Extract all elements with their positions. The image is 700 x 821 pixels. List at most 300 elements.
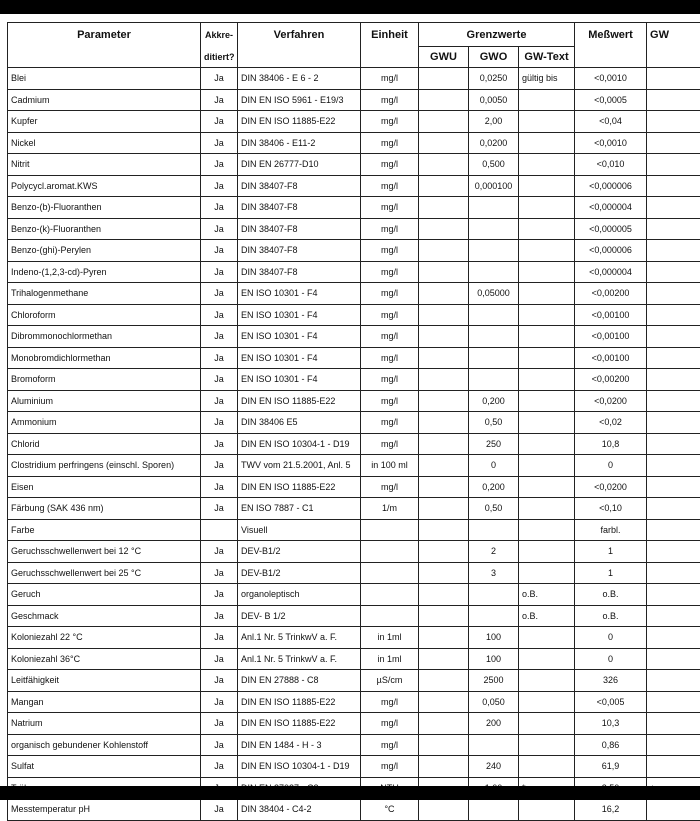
cell-extra: [647, 562, 700, 584]
header-extra-cont: [647, 47, 700, 68]
header-akkreditiert-bottom: ditiert?: [201, 47, 238, 68]
table-row: [8, 627, 700, 649]
cell-parameter: Ammonium: [8, 412, 201, 434]
cell-extra: [647, 89, 700, 111]
cell-verfahren: EN ISO 10301 - F4: [238, 369, 361, 391]
cell-extra: [647, 691, 700, 713]
cell-verfahren: DIN 38404 - C4-2: [238, 799, 361, 821]
cell-extra: [647, 154, 700, 176]
cell-verfahren: DIN 38406 E5: [238, 412, 361, 434]
cell-parameter: Kupfer: [8, 111, 201, 133]
cell-gwo: [469, 347, 519, 369]
cell-gw-text: [519, 132, 575, 154]
cell-verfahren: DIN EN ISO 11885-E22: [238, 111, 361, 133]
cell-akkreditiert: Ja: [201, 433, 238, 455]
cell-gwo: 0,50: [469, 412, 519, 434]
cell-einheit: [361, 541, 419, 563]
table-row: [8, 390, 700, 412]
cell-parameter: Dibrommonochlormethan: [8, 326, 201, 348]
cell-einheit: mg/l: [361, 111, 419, 133]
table-row: [8, 412, 700, 434]
table-row: [8, 175, 700, 197]
cell-parameter: Messtemperatur pH: [8, 799, 201, 821]
cell-einheit: in 1ml: [361, 627, 419, 649]
cell-verfahren: DEV-B1/2: [238, 541, 361, 563]
cell-messwert: <0,010: [575, 154, 647, 176]
cell-gwo: 250: [469, 433, 519, 455]
cell-akkreditiert: Ja: [201, 175, 238, 197]
cell-extra: [647, 132, 700, 154]
cell-messwert: <0,00200: [575, 283, 647, 305]
cell-gwu: [419, 670, 469, 692]
table-row: [8, 326, 700, 348]
cell-gwu: [419, 283, 469, 305]
cell-verfahren: DIN 38407-F8: [238, 197, 361, 219]
cell-parameter: Nickel: [8, 132, 201, 154]
cell-parameter: Blei: [8, 68, 201, 90]
cell-akkreditiert: Ja: [201, 734, 238, 756]
cell-gwo: 240: [469, 756, 519, 778]
table-row: [8, 455, 700, 477]
cell-gwo: [469, 584, 519, 606]
cell-akkreditiert: Ja: [201, 541, 238, 563]
table-row: [8, 605, 700, 627]
cell-messwert: 0: [575, 455, 647, 477]
cell-gwu: [419, 197, 469, 219]
cell-gw-text: [519, 799, 575, 821]
cell-extra: [647, 734, 700, 756]
cell-messwert: 0,86: [575, 734, 647, 756]
cell-einheit: mg/l: [361, 218, 419, 240]
table-body: [8, 68, 700, 821]
table-row: [8, 283, 700, 305]
cell-parameter: Polycycl.aromat.KWS: [8, 175, 201, 197]
cell-einheit: mg/l: [361, 369, 419, 391]
cell-extra: [647, 412, 700, 434]
table-row: [8, 111, 700, 133]
table-row: [8, 756, 700, 778]
cell-akkreditiert: Ja: [201, 584, 238, 606]
cell-verfahren: DIN 38406 - E 6 - 2: [238, 68, 361, 90]
header-parameter-cont: [8, 47, 201, 68]
table-row: [8, 476, 700, 498]
cell-verfahren: EN ISO 10301 - F4: [238, 304, 361, 326]
cell-parameter: organisch gebundener Kohlenstoff: [8, 734, 201, 756]
cell-gw-text: [519, 347, 575, 369]
cell-gwo: [469, 326, 519, 348]
cell-gwo: 0,0200: [469, 132, 519, 154]
cell-akkreditiert: Ja: [201, 369, 238, 391]
cell-messwert: 10,3: [575, 713, 647, 735]
table-row: [8, 240, 700, 262]
cell-verfahren: DEV- B 1/2: [238, 605, 361, 627]
cell-verfahren: DEV-B1/2: [238, 562, 361, 584]
cell-verfahren: Visuell: [238, 519, 361, 541]
cell-gw-text: [519, 433, 575, 455]
cell-gw-text: [519, 756, 575, 778]
cell-extra: [647, 68, 700, 90]
cell-extra: [647, 455, 700, 477]
cell-gwo: [469, 519, 519, 541]
cell-gwu: [419, 476, 469, 498]
cell-verfahren: Anl.1 Nr. 5 TrinkwV a. F.: [238, 627, 361, 649]
cell-gw-text: [519, 390, 575, 412]
cell-gw-text: [519, 89, 575, 111]
cell-verfahren: DIN EN ISO 11885-E22: [238, 476, 361, 498]
cell-messwert: <0,0200: [575, 476, 647, 498]
cell-gw-text: [519, 519, 575, 541]
cell-extra: [647, 670, 700, 692]
cell-akkreditiert: Ja: [201, 283, 238, 305]
cell-einheit: mg/l: [361, 476, 419, 498]
cell-akkreditiert: Ja: [201, 261, 238, 283]
header-gw-text: GW-Text: [519, 47, 575, 68]
cell-akkreditiert: Ja: [201, 154, 238, 176]
table-row: [8, 89, 700, 111]
cell-gwo: 0,05000: [469, 283, 519, 305]
cell-akkreditiert: Ja: [201, 111, 238, 133]
cell-gwu: [419, 519, 469, 541]
cell-extra: [647, 240, 700, 262]
cell-verfahren: DIN EN ISO 10304-1 - D19: [238, 433, 361, 455]
cell-extra: [647, 433, 700, 455]
cell-gwo: 0,50: [469, 498, 519, 520]
cell-einheit: mg/l: [361, 412, 419, 434]
cell-verfahren: EN ISO 10301 - F4: [238, 283, 361, 305]
header-grenzwerte: Grenzwerte: [419, 23, 575, 47]
cell-gwu: [419, 347, 469, 369]
table-row: [8, 691, 700, 713]
cell-einheit: mg/l: [361, 756, 419, 778]
cell-gwu: [419, 154, 469, 176]
cell-gwu: [419, 691, 469, 713]
cell-messwert: <0,000004: [575, 197, 647, 219]
cell-extra: [647, 627, 700, 649]
cell-einheit: mg/l: [361, 68, 419, 90]
cell-parameter: Geschmack: [8, 605, 201, 627]
cell-akkreditiert: Ja: [201, 68, 238, 90]
cell-gw-text: [519, 218, 575, 240]
cell-einheit: mg/l: [361, 132, 419, 154]
cell-akkreditiert: Ja: [201, 304, 238, 326]
cell-gwu: [419, 175, 469, 197]
cell-gwu: [419, 605, 469, 627]
cell-einheit: °C: [361, 799, 419, 821]
cell-verfahren: DIN EN ISO 11885-E22: [238, 390, 361, 412]
cell-gw-text: [519, 154, 575, 176]
cell-extra: [647, 498, 700, 520]
cell-messwert: <0,0005: [575, 89, 647, 111]
cell-messwert: 0: [575, 627, 647, 649]
cell-akkreditiert: Ja: [201, 627, 238, 649]
cell-verfahren: EN ISO 10301 - F4: [238, 347, 361, 369]
cell-messwert: <0,0010: [575, 68, 647, 90]
header-row-2: [8, 47, 700, 68]
cell-gw-text: [519, 562, 575, 584]
analysis-results-table: [7, 22, 700, 821]
table-row: [8, 132, 700, 154]
cell-einheit: µS/cm: [361, 670, 419, 692]
cell-extra: [647, 519, 700, 541]
cell-verfahren: EN ISO 10301 - F4: [238, 326, 361, 348]
header-extra: GW: [647, 23, 700, 47]
cell-messwert: o.B.: [575, 605, 647, 627]
cell-gwo: [469, 240, 519, 262]
cell-gwo: 0,0250: [469, 68, 519, 90]
cell-gw-text: gültig bis: [519, 68, 575, 90]
cell-messwert: <0,00200: [575, 369, 647, 391]
cell-gwu: [419, 111, 469, 133]
cell-gwu: [419, 756, 469, 778]
cell-gw-text: [519, 541, 575, 563]
cell-gwo: 2500: [469, 670, 519, 692]
cell-gwo: [469, 605, 519, 627]
cell-gwu: [419, 369, 469, 391]
cell-gw-text: o.B.: [519, 605, 575, 627]
cell-gwu: [419, 562, 469, 584]
table-row: [8, 197, 700, 219]
table-row: [8, 304, 700, 326]
cell-extra: [647, 713, 700, 735]
cell-extra: [647, 175, 700, 197]
cell-messwert: 16,2: [575, 799, 647, 821]
cell-akkreditiert: Ja: [201, 455, 238, 477]
header-verfahren-cont: [238, 47, 361, 68]
cell-messwert: 326: [575, 670, 647, 692]
cell-extra: [647, 347, 700, 369]
cell-akkreditiert: Ja: [201, 799, 238, 821]
cell-messwert: farbl.: [575, 519, 647, 541]
cell-gwu: [419, 390, 469, 412]
cell-gw-text: [519, 498, 575, 520]
cell-verfahren: DIN 38406 - E11-2: [238, 132, 361, 154]
cell-messwert: <0,00100: [575, 326, 647, 348]
table-row: [8, 648, 700, 670]
cell-gw-text: [519, 240, 575, 262]
cell-parameter: Farbe: [8, 519, 201, 541]
cell-gwo: [469, 734, 519, 756]
cell-gwo: 0: [469, 455, 519, 477]
cell-einheit: [361, 562, 419, 584]
cell-messwert: 10,8: [575, 433, 647, 455]
cell-gwu: [419, 261, 469, 283]
cell-verfahren: DIN EN 26777-D10: [238, 154, 361, 176]
cell-einheit: mg/l: [361, 433, 419, 455]
cell-gwu: [419, 627, 469, 649]
cell-extra: [647, 756, 700, 778]
cell-einheit: mg/l: [361, 154, 419, 176]
header-gwu: GWU: [419, 47, 469, 68]
cell-parameter: Chloroform: [8, 304, 201, 326]
cell-einheit: mg/l: [361, 347, 419, 369]
cell-messwert: <0,0200: [575, 390, 647, 412]
top-black-border: [0, 0, 700, 14]
cell-einheit: mg/l: [361, 390, 419, 412]
cell-akkreditiert: Ja: [201, 713, 238, 735]
cell-messwert: <0,000006: [575, 240, 647, 262]
cell-einheit: [361, 519, 419, 541]
cell-einheit: 1/m: [361, 498, 419, 520]
cell-parameter: Sulfat: [8, 756, 201, 778]
cell-messwert: <0,0010: [575, 132, 647, 154]
cell-akkreditiert: Ja: [201, 218, 238, 240]
header-akkreditiert-top: Akkre-: [201, 23, 238, 47]
cell-gw-text: [519, 326, 575, 348]
cell-gwo: [469, 197, 519, 219]
cell-gw-text: [519, 175, 575, 197]
cell-messwert: 1: [575, 541, 647, 563]
cell-gwo: 100: [469, 648, 519, 670]
table-row: [8, 261, 700, 283]
cell-verfahren: DIN 38407-F8: [238, 261, 361, 283]
cell-gw-text: [519, 455, 575, 477]
cell-akkreditiert: Ja: [201, 498, 238, 520]
cell-verfahren: Anl.1 Nr. 5 TrinkwV a. F.: [238, 648, 361, 670]
cell-einheit: mg/l: [361, 304, 419, 326]
cell-gwo: [469, 304, 519, 326]
cell-gwu: [419, 304, 469, 326]
cell-gwu: [419, 433, 469, 455]
cell-gwu: [419, 541, 469, 563]
cell-verfahren: DIN 38407-F8: [238, 218, 361, 240]
cell-extra: [647, 304, 700, 326]
cell-gwo: [469, 218, 519, 240]
cell-gwo: 0,200: [469, 390, 519, 412]
cell-einheit: mg/l: [361, 240, 419, 262]
cell-verfahren: EN ISO 7887 - C1: [238, 498, 361, 520]
cell-messwert: <0,000006: [575, 175, 647, 197]
cell-parameter: Benzo-(k)-Fluoranthen: [8, 218, 201, 240]
cell-gw-text: [519, 691, 575, 713]
cell-akkreditiert: Ja: [201, 412, 238, 434]
cell-extra: [647, 476, 700, 498]
cell-extra: [647, 605, 700, 627]
cell-einheit: mg/l: [361, 691, 419, 713]
cell-gwo: 200: [469, 713, 519, 735]
cell-parameter: Nitrit: [8, 154, 201, 176]
cell-akkreditiert: Ja: [201, 670, 238, 692]
cell-gw-text: [519, 369, 575, 391]
cell-gw-text: [519, 713, 575, 735]
table-row: [8, 154, 700, 176]
cell-gwu: [419, 68, 469, 90]
cell-akkreditiert: Ja: [201, 390, 238, 412]
cell-gw-text: [519, 283, 575, 305]
cell-gwu: [419, 218, 469, 240]
header-parameter: Parameter: [8, 23, 201, 47]
header-messwert: Meßwert: [575, 23, 647, 47]
cell-parameter: Koloniezahl 36°C: [8, 648, 201, 670]
cell-gwo: [469, 261, 519, 283]
cell-extra: [647, 541, 700, 563]
cell-messwert: 1: [575, 562, 647, 584]
cell-gw-text: o.B.: [519, 584, 575, 606]
table-row: [8, 541, 700, 563]
cell-einheit: mg/l: [361, 261, 419, 283]
cell-parameter: Geruchsschwellenwert bei 25 °C: [8, 562, 201, 584]
table-row: [8, 218, 700, 240]
cell-gwo: 2,00: [469, 111, 519, 133]
cell-messwert: o.B.: [575, 584, 647, 606]
cell-akkreditiert: Ja: [201, 197, 238, 219]
cell-parameter: Mangan: [8, 691, 201, 713]
header-einheit: Einheit: [361, 23, 419, 47]
cell-akkreditiert: Ja: [201, 691, 238, 713]
header-messwert-cont: [575, 47, 647, 68]
cell-einheit: mg/l: [361, 713, 419, 735]
cell-extra: [647, 390, 700, 412]
cell-extra: [647, 197, 700, 219]
header-row-1: [8, 23, 700, 47]
cell-messwert: <0,00100: [575, 347, 647, 369]
cell-extra: [647, 584, 700, 606]
cell-gwu: [419, 455, 469, 477]
table-row: [8, 562, 700, 584]
cell-verfahren: DIN EN 27888 - C8: [238, 670, 361, 692]
cell-parameter: Koloniezahl 22 °C: [8, 627, 201, 649]
cell-akkreditiert: Ja: [201, 756, 238, 778]
cell-akkreditiert: Ja: [201, 476, 238, 498]
cell-einheit: [361, 584, 419, 606]
cell-parameter: Benzo-(ghi)-Perylen: [8, 240, 201, 262]
cell-extra: [647, 326, 700, 348]
cell-akkreditiert: Ja: [201, 347, 238, 369]
cell-einheit: in 100 ml: [361, 455, 419, 477]
table-row: [8, 347, 700, 369]
cell-verfahren: DIN EN ISO 11885-E22: [238, 691, 361, 713]
cell-gwu: [419, 799, 469, 821]
cell-akkreditiert: Ja: [201, 562, 238, 584]
cell-extra: [647, 218, 700, 240]
table-row: [8, 498, 700, 520]
header-verfahren: Verfahren: [238, 23, 361, 47]
cell-gwo: [469, 369, 519, 391]
cell-einheit: mg/l: [361, 326, 419, 348]
cell-gw-text: [519, 304, 575, 326]
cell-gw-text: [519, 261, 575, 283]
cell-parameter: Aluminium: [8, 390, 201, 412]
cell-extra: [647, 648, 700, 670]
cell-parameter: Monobromdichlormethan: [8, 347, 201, 369]
cell-gwu: [419, 498, 469, 520]
header-gwo: GWO: [469, 47, 519, 68]
cell-parameter: Trihalogenmethane: [8, 283, 201, 305]
cell-parameter: Eisen: [8, 476, 201, 498]
cell-gw-text: [519, 476, 575, 498]
cell-parameter: Färbung (SAK 436 nm): [8, 498, 201, 520]
header-einheit-cont: [361, 47, 419, 68]
cell-messwert: <0,00100: [575, 304, 647, 326]
table-row: [8, 519, 700, 541]
cell-gwo: [469, 799, 519, 821]
cell-parameter: Leitfähigkeit: [8, 670, 201, 692]
cell-verfahren: DIN EN ISO 5961 - E19/3: [238, 89, 361, 111]
cell-einheit: mg/l: [361, 734, 419, 756]
cell-akkreditiert: [201, 519, 238, 541]
cell-verfahren: DIN EN ISO 10304-1 - D19: [238, 756, 361, 778]
cell-messwert: 61,9: [575, 756, 647, 778]
cell-einheit: [361, 605, 419, 627]
cell-gw-text: [519, 627, 575, 649]
cell-gwo: 0,000100: [469, 175, 519, 197]
cell-extra: [647, 111, 700, 133]
cell-verfahren: DIN 38407-F8: [238, 175, 361, 197]
cell-gwo: 0,500: [469, 154, 519, 176]
cell-extra: [647, 261, 700, 283]
cell-akkreditiert: Ja: [201, 240, 238, 262]
cell-messwert: 0: [575, 648, 647, 670]
cell-gwu: [419, 713, 469, 735]
